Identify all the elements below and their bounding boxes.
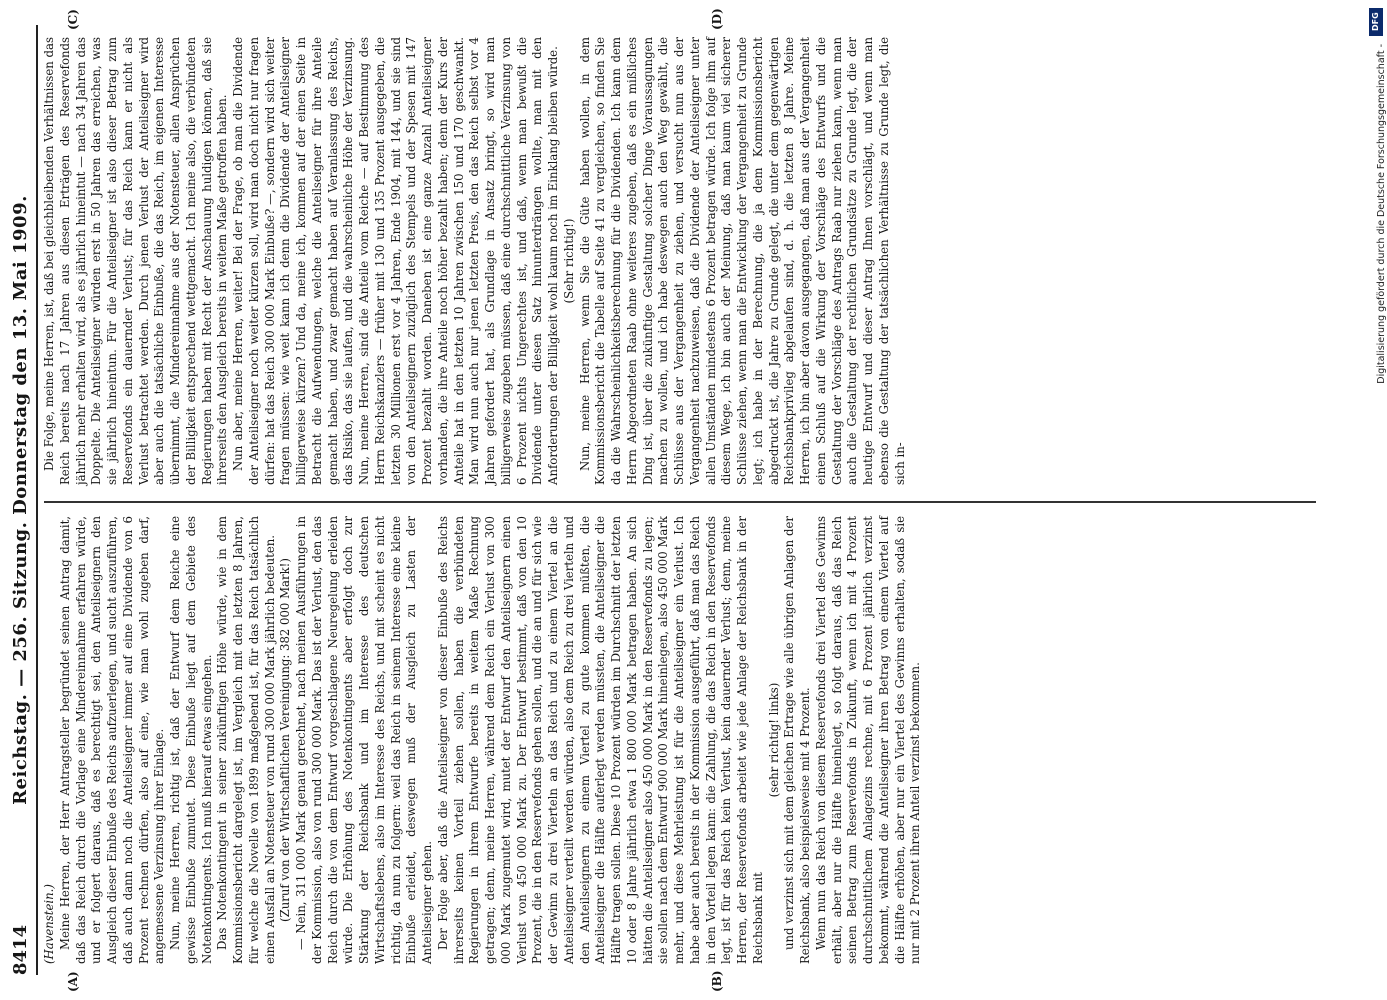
- margin-mark-d: (D): [710, 8, 724, 30]
- paragraph: Das Notenkontingent in seiner zukünftigen Höhe würde, wie in dem Kommissionsbericht dargelegt ist, im Vergleich mit den letzten 8 Jahren, für welche die Novelle von 1899 maßgebend ist, für das Reich tatsächlich einen Ausfall an Notensteuer von rund 300 000 Mark jährlich bedeuten.: [215, 516, 277, 964]
- interjection: (Sehr richtig!): [561, 218, 576, 304]
- interjection: (sehr richtig! links): [766, 682, 781, 798]
- margin-mark-a: (A): [66, 971, 80, 992]
- column-divider: [44, 501, 1316, 503]
- digitization-credit: Digitalisierung gefördert durch die Deutsche Forschungsgemeinschaft -: [1376, 44, 1387, 384]
- paragraph: — Nein, 311 000 Mark genau gerechnet, nach meinen Ausführungen in der Kommission, also von rund 300 000 Mark. Das ist der Verlust, den das Reich durch die von dem Entwurf vorgeschlagene Neuregelung erleiden würde. Die Erhöhung des Notenkontingents aber erfolgt doch zur Stärkung der Reichsbank und im Interesse des deutschen Wirtschaftslebens, also im Interesse des Reichs, und mit scheint es nicht richtig, da nun zu folgern: weil das Reich in seinem Interesse eine kleine Einbuße erleidet, deswegen muß der Ausgleich zu Lasten der Anteilseigner gehen.: [294, 516, 434, 964]
- dfg-logo-badge: DFG: [1369, 8, 1383, 36]
- interjection: (Zuruf von der Wirtschaftlichen Vereinigung: 382 000 Mark!): [278, 558, 293, 922]
- paragraph: Nun aber, meine Herren, weiter! Bei der Frage, ob man die Dividende der Anteilseigner noch weiter kürzen soll, wird man doch nicht nur fragen dürfen: hat das Reich 300 000 Mark Einbuße? —, sondern wird sich weiter fragen müssen: wie weit kann ich denn die Dividende der Anteilseigner billigerweise kürzen? Und da, meine ich, kommen auf der einen Seite in Betracht die Aufwendungen, welche die Anteilseigner für ihre Anteile gemacht haben, und zwar gemacht haben auf Veranlassung des Reichs, das Risiko, das sie laufen, und die wahrscheinliche Höhe der Verzinsung. Nun, meine Herren, sind die Anteile vom Reiche — auf Bestimmung des Herrn Reichskanzlers — früher mit 130 und 135 Prozent ausgegeben, die letzten 30 Millionen erst vor 4 Jahren, Ende 1904, mit 144, und sie sind von den Anteilseignern zuzüglich des Stempels und der Spesen mit 147 Prozent bezahlt worden. Daneben ist eine ganze Anzahl Anteilseigner vorhanden, die ihre Anteile noch höher bezahlt haben; denn der Kurs der Anteile hat in den letzten 10 Jahren zwischen 150 und 170 geschwankt. Man wird nun auch nur jenen letzten Preis, den das Reich selbst vor 4 Jahren gefordert hat, als Grundlage in Ansatz bringt, so wird man billigerweise zugeben müssen, daß eine durchschnittliche Verzinsung von 6 Prozent nichts Ungerechtes ist, und daß, wenn man bewußt die Dividende unter diesen Satz hinunterdrängen wollte, man mit den Anforderungen der Billigkeit wohl kaum noch im Einklang bleiben würde.: [231, 37, 560, 485]
- paragraph: Der Folge aber, daß die Anteilseigner von dieser Einbuße des Reichs ihrerseits keinen Vorteil ziehen sollen, haben die verbündeten Regierungen in ihrem Entwurfe bereits in weitem Maße Rechnung getragen; denn, meine Herren, während dem Reich ein Verlust von 300 000 Mark zugemutet wird, mutet der Entwurf den Anteilseignern einen Verlust von 450 000 Mark zu. Der Entwurf bestimmt, daß von den 10 Prozent, die in den Reservefonds gehen sollen, und die an und für sich wie der Gewinn zu drei Vierteln an das Reich und zu einem Viertel an die Anteilseigner verteilt werden würden, also dem Reich zu drei Vierteln und den Anteilseignern zu einem Viertel zu gute kommen müßten, die Anteilseigner die Hälfte auferlegt werden müssten, die Anteilseigner die Hälfte tragen sollen. Diese 10 Prozent würden im Durchschnitt der letzten 10 oder 8 Jahre jährlich etwa 1 800 000 Mark betragen haben. An sich hätten die Anteilseigner also 450 000 Mark in den Reservefonds zu legen; sie sollen nach dem Entwurf 900 000 Mark hineinlegen, also 450 000 Mark mehr, und diese Mehrleistung ist für die Anteilseigner ein Verlust. Ich habe aber auch bereits in der Kommission ausgeführt, daß man das Reich in den Vorteil legen kann: die Zahlung, die das Reich in den Reservefonds legt, ist für das Reich kein Verlust, kein dauernder Verlust; denn, meine Herren, der Reservefonds arbeitet wie jede Anlage der Reichsbank in der Reichsbank mit: [435, 516, 765, 964]
- left-column: [42, 516, 1322, 964]
- margin-mark-c: (C): [66, 9, 80, 30]
- right-column: [42, 37, 1322, 485]
- margin-mark-b: (B): [710, 970, 724, 992]
- paragraph: Die Folge, meine Herren, ist, daß bei gleichbleibenden Verhältnissen das Reich bereits nach 17 Jahren aus diesen Erträgen des Reservefonds jährlich mehr erhalten wird, als es jährlich hineintut — nach 34 Jahren das Doppelte. Die Anteilseigner würden erst in 50 Jahren das erreichen, was sie jährlich hineintun. Für die Anteilseigner ist also dieser Betrag zum Reservefonds ein dauernder Verlust; für das Reich kann er nicht als Verlust betrachtet werden. Durch jenen Verlust der Anteilseigner wird aber auch die tatsächliche Einbuße, die das Reich, im eigenen Interesse übernimmt, die Mindereinnahme aus der Notensteuer, allen Ansprüchen der Billigkeit entsprechend wettgemacht. Ich meine also, die verbündeten Regierungen haben mit Recht der Anschauung huldigen können, daß sie ihrerseits den Ausgleich bereits in weitem Maße getroffen haben.: [42, 37, 230, 485]
- paragraph: Meine Herren, der Herr Antragsteller begründet seinen Antrag damit, daß das Reich durch die Vorlage eine Mindereinnahme erfahren würde, und er folgert daraus, daß es berechtigt sei, den Anteilseignern den Ausgleich dieser Einbuße des Reichs aufzuerlegen, und sucht auszuführen, daß auch dann noch die Anteilseigner immer auf eine Dividende von 6 Prozent rechnen dürfen, also auf eine, wie man wohl zugeben darf, angemessene Verzinsung ihrer Einlage.: [57, 516, 167, 964]
- header-rule: [36, 25, 38, 975]
- page-header: [8, 25, 36, 975]
- page-number: 8414: [10, 924, 31, 975]
- paragraph: Nun, meine Herren, richtig ist, daß der Entwurf dem Reiche eine gewisse Einbuße zumutet. Diese Einbuße liegt auf dem Gebiete des Notenkontingents. Ich muß hierauf etwas eingehen.: [168, 516, 214, 964]
- speaker-name: (Havenstein.): [42, 884, 56, 964]
- paragraph: und verzinst sich mit dem gleichen Ertrage wie alle übrigen Anlagen der Reichsbank, also beispielsweise mit 4 Prozent.: [782, 516, 812, 964]
- session-heading: Reichstag. — 256. Sitzung. Donnerstag den 13. Mai 1909.: [10, 195, 31, 805]
- paragraph: Wenn nun das Reich von diesem Reservefonds drei Viertel des Gewinns erhält, aber nur die Hälfte hineinlegt, so folgt daraus, daß das Reich seinen Betrag zum Reservefonds in Zukunft, wenn ich mit 4 Prozent durchschnittlichem Anlagezins rechne, mit 6 Prozent jährlich verzinst bekommt, während die Anteilseigner ihren Betrag von einem Viertel auf die Hälfte erhöhen, aber nur ein Viertel des Gewinns erhalten, sodaß sie nur mit 2 Prozent ihren Anteil verzinst bekommen.: [813, 516, 923, 964]
- paragraph: Nun, meine Herren, wenn Sie die Güte haben wollen, in dem Kommissionsbericht die Tabelle auf Seite 41 zu vergleichen, so finden Sie da die Wahrscheinlichkeitsberechnung für die Dividenden. Ich kann dem Herrn Abgeordneten Raab ohne weiteres zugeben, daß es ein mißliches Ding ist, über die zukünftige Gestaltung solcher Dinge Voraussagungen machen zu wollen, und ich habe deswegen auch den Weg gewählt, die Schlüsse aus der Vergangenheit zu ziehen, und versucht nun aus der Vergangenheit nachzuweisen, daß die Dividende der Anteilseigner unter allen Umständen mindestens 6 Prozent betragen würde. Ich folge ihm auf diesem Wege, ich bin auch der Meinung, daß man kaum viel sicherer Schlüsse ziehen, wenn man die Entwicklung der Vergangenheit zu Grunde legt; ich habe in der Berechnung, die ja dem Kommissionsbericht abgedruckt ist, die Jahre zu Grunde gelegt, die unter dem gegenwärtigen Reichsbankprivileg abgelaufen sind, d. h. die letzten 8 Jahre. Meine Herren, ich bin aber davon ausgegangen, daß man aus der Vergangenheit einen Schluß auf die Wirkung der Vorschläge des Entwurfs und die Gestaltung der Vorschläge des Antrags Raab nur ziehen kann, wenn man auch die Gestaltung der rechtlichen Grundsätze zu Grunde legt, die der heutige Entwurf und dieser Antrag Ihnen vorschlägt, und wenn man ebenso die Gestaltung der tatsächlichen Verhältnisse zu Grunde legt, die sich in-: [577, 37, 907, 485]
